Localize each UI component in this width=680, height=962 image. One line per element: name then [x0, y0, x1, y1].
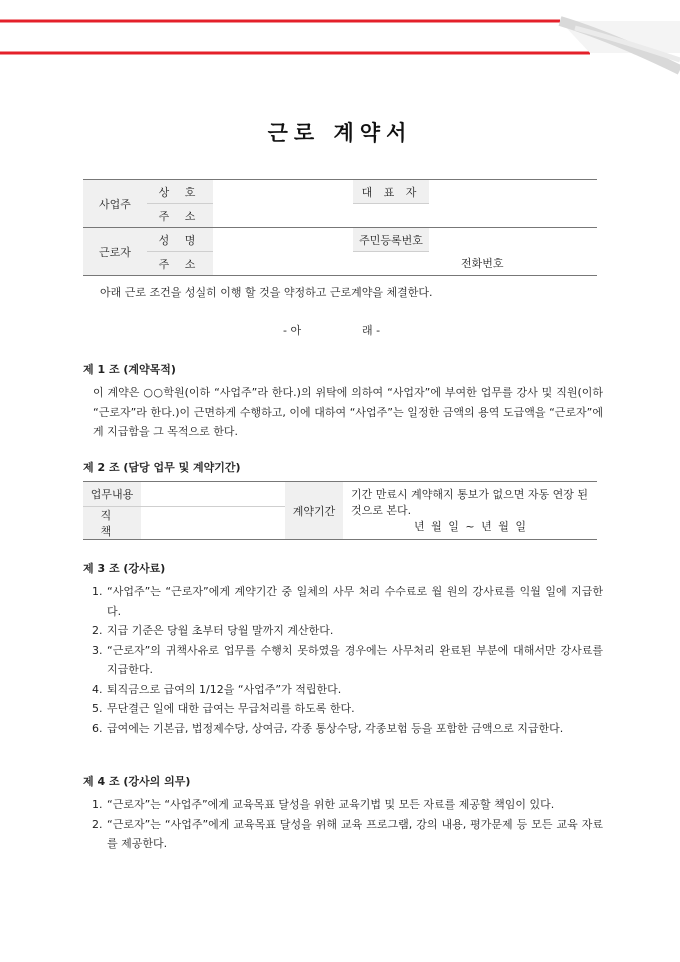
trade-name-label: 상 호: [147, 180, 213, 204]
employer-address-label: 주 소: [147, 204, 213, 228]
article-1-heading: 제 1 조 (계약목적): [83, 363, 176, 376]
worker-label: 근로자: [83, 228, 147, 276]
header-decoration: [0, 0, 680, 75]
list-item: 5. 무단결근 일에 대한 급여는 무급처리를 하도록 한다.: [92, 702, 355, 715]
article-3-list: [83, 582, 603, 738]
below-heading-left: - 아: [283, 324, 302, 337]
contract-dates: 년 월 일 ~ 년 월 일: [414, 519, 526, 533]
article-4-heading: 제 4 조 (강사의 의무): [83, 775, 191, 788]
contract-period-label: 계약기간: [285, 482, 343, 540]
duties-label: 업무내용: [83, 482, 141, 507]
below-heading-right: 래 -: [362, 324, 381, 337]
worker-address-value: [213, 252, 429, 276]
worker-address-label: 주 소: [147, 252, 213, 276]
list-item: 3. “근로자”의 귀책사유로 업무를 수행치 못하였을 경우에는 사무처리 완료된 부분에 대해서만 강사료를 지급한다.: [92, 643, 603, 676]
list-item: 4. 퇴직금으로 급여의 1/12을 “사업주”가 적립한다.: [92, 682, 342, 696]
name-label: 성 명: [147, 228, 213, 252]
article-3: [83, 560, 603, 738]
article-1: [83, 361, 603, 442]
article-2: [83, 459, 603, 481]
representative-label: 대 표 자: [353, 180, 429, 204]
position-value: [141, 507, 285, 540]
intro-text: 아래 근로 조건을 성실히 이행 할 것을 약정하고 근로계약을 체결한다.: [100, 286, 433, 299]
name-value: [213, 228, 353, 252]
duty-table: [83, 481, 597, 540]
representative-value: [429, 180, 597, 204]
article-2-heading: 제 2 조 (담당 업무 및 계약기간): [83, 461, 241, 474]
list-item: 2. 지급 기준은 당월 초부터 당월 말까지 계산한다.: [92, 624, 334, 637]
duties-value: [141, 482, 285, 507]
list-item: 2. “근로자”는 “사업주”에게 교육목표 달성을 위해 교육 프로그램, 강의 내용, 평가문제 등 모든 교육 자료를 제공한다.: [92, 817, 603, 850]
contract-period-value: [343, 482, 597, 540]
employer-label: 사업주: [83, 180, 147, 228]
resident-number-label: 주민등록번호: [353, 228, 429, 252]
trade-name-value: [213, 180, 353, 204]
resident-number-value: [429, 228, 597, 252]
article-4-list: [83, 795, 603, 854]
list-item: 1. “근로자”는 “사업주”에게 교육목표 달성을 위한 교육기법 및 모든 자료를 제공할 책임이 있다.: [92, 798, 555, 811]
article-4: [83, 773, 603, 854]
position-label: 직 책: [83, 507, 141, 540]
renewal-note: 기간 만료시 계약해지 통보가 없으면 자동 연장 된 것으로 본다.: [351, 487, 588, 517]
page-title: 근로 계약서: [267, 121, 413, 145]
party-info-table: [83, 179, 597, 276]
article-3-heading: 제 3 조 (강사료): [83, 562, 166, 575]
phone-label: 전화번호: [429, 252, 597, 276]
article-1-body: 이 계약은 ○○학원(이하 “사업주”라 한다.)의 위탁에 의하여 “사업자”에 부여한 업무를 강사 및 직원(이하 “근로자”라 한다.)이 근면하게 수행하고, 이에 대하여 “사업주”는 일정한 금액의 용역 도급액을 “근로자”에게 지급함을 그 목적으로 한다.: [93, 386, 603, 438]
list-item: 1. “사업주”는 “근로자”에게 계약기간 중 일체의 사무 처리 수수료로 월 원의 강사료를 익월 일에 지급한다.: [92, 585, 603, 618]
list-item: 6. 급여에는 기본급, 법정제수당, 상여금, 각종 통상수당, 각종보험 등을 포함한 금액으로 지급한다.: [92, 721, 564, 735]
employer-address-value: [213, 204, 597, 228]
